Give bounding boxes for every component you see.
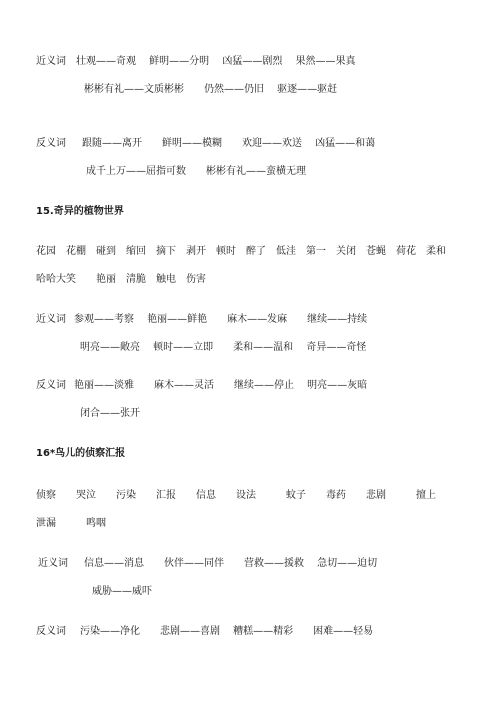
- antonym-row-1: 艳丽——淡雅 麻木——灵活 继续——停止 明亮——灰暗: [74, 380, 368, 391]
- synonym-label: 近义词: [38, 558, 68, 569]
- antonym-label: 反义词: [36, 626, 66, 637]
- antonym-row-1: 跟随——离开 鲜明——模糊 欢迎——欢送 凶猛——和蔼: [82, 138, 376, 149]
- synonym-row-1: 信息——消息 伙伴——同伴 营救——援救 急切——迫切: [84, 558, 378, 569]
- synonym-row-2: 明亮——敞亮 顿时——立即 柔和——温和 奇异——奇怪: [80, 342, 367, 353]
- synonym-row-2: 威胁——威吓: [92, 586, 152, 597]
- synonym-label: 近义词: [36, 314, 66, 325]
- synonym-row-1: 壮观——奇观 鲜明——分明 凶猛——剧烈 果然——果真: [76, 56, 356, 67]
- antonym-row-2: 闭合——张开: [80, 408, 140, 419]
- antonym-label: 反义词: [36, 380, 66, 391]
- antonym-label: 反义词: [36, 138, 66, 149]
- antonym-row-2: 成千上万——屈指可数 彬彬有礼——蛮横无理: [86, 166, 306, 177]
- lesson-16-heading: 16*鸟儿的侦察汇报: [36, 448, 126, 459]
- vocabulary-row-2: 哈哈大笑 艳丽 清脆 触电 伤害: [36, 274, 206, 285]
- synonym-row-2: 彬彬有礼——文质彬彬 仍然——仍旧 驱逐——驱赶: [84, 84, 338, 95]
- lesson-15-heading: 15.奇异的植物世界: [36, 206, 124, 217]
- vocabulary-row-1: 侦察 哭泣 污染 汇报 信息 设法 蚊子 毒药 悲剧 擅上: [36, 490, 436, 501]
- vocabulary-row-1: 花园 花棚 碰到 缩回 摘下 剥开 顿时 醉了 低洼 第一 关闭 苍蝇 荷花 柔和: [36, 246, 446, 257]
- antonym-row-1: 污染——净化 悲剧——喜剧 糟糕——精彩 困难——轻易: [80, 626, 374, 637]
- synonym-row-1: 参观——考察 艳丽——鲜艳 麻木——发麻 继续——持续: [74, 314, 368, 325]
- synonym-label: 近义词: [36, 56, 66, 67]
- vocabulary-row-2: 泄漏 鸣咽: [36, 518, 106, 529]
